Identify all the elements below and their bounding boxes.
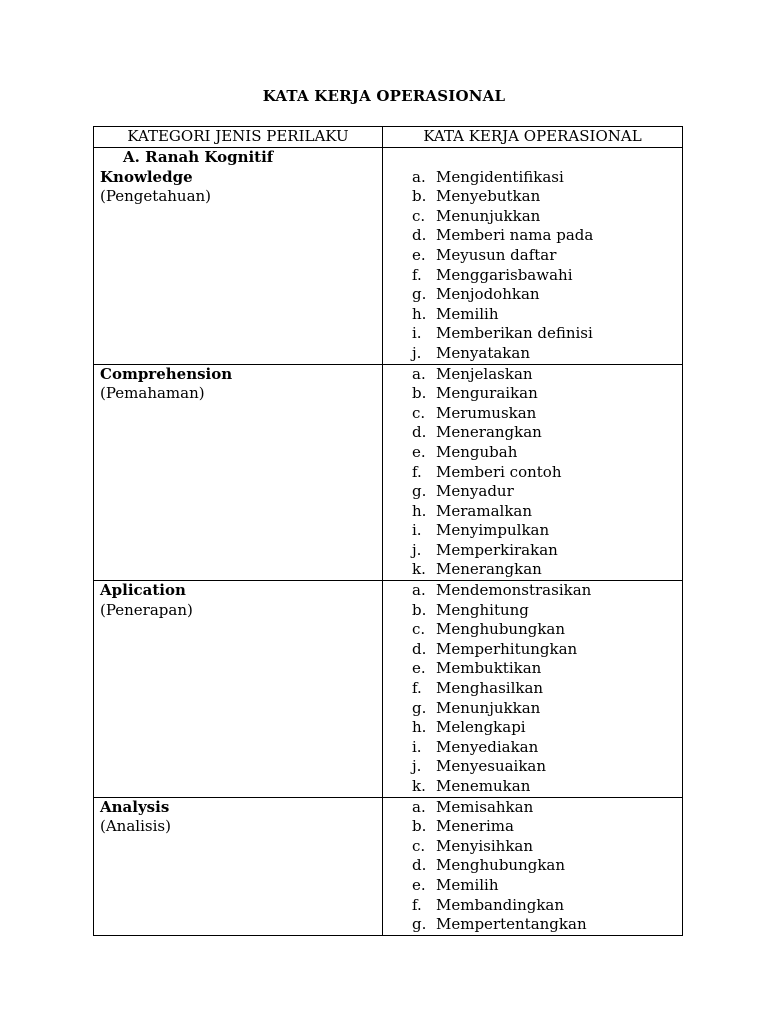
verb-text: Menghitung: [436, 600, 529, 619]
list-item: [412, 738, 682, 758]
category-translation: (Analisis): [100, 817, 171, 836]
verb-text: Menyimpulkan: [436, 521, 550, 540]
list-item: [412, 168, 682, 188]
list-marker: e.: [412, 875, 426, 894]
category-name: Comprehension: [100, 364, 233, 383]
list-marker: g.: [412, 482, 427, 501]
table-row: [94, 364, 683, 581]
list-marker: j.: [412, 540, 422, 559]
list-item: [412, 560, 682, 580]
verb-list: [412, 168, 682, 364]
list-item: [412, 718, 682, 738]
category-translation: (Pengetahuan): [100, 187, 212, 206]
list-item: [412, 404, 682, 424]
verb-text: Menyatakan: [436, 343, 530, 362]
list-marker: a.: [412, 167, 426, 186]
list-item: [412, 699, 682, 719]
verb-text: Menghubungkan: [436, 856, 566, 875]
list-item: [412, 856, 682, 876]
list-marker: g.: [412, 285, 427, 304]
list-item: [412, 423, 682, 443]
list-marker: f.: [412, 679, 422, 698]
verb-text: Melengkapi: [436, 718, 526, 737]
verbs-cell: [383, 148, 683, 365]
list-item: [412, 659, 682, 679]
list-marker: h.: [412, 718, 427, 737]
list-item: [412, 601, 682, 621]
category-translation: (Penerapan): [100, 600, 193, 619]
verb-list: [412, 365, 682, 581]
list-marker: b.: [412, 384, 427, 403]
verb-text: Menjodohkan: [436, 285, 540, 304]
list-marker: e.: [412, 442, 426, 461]
list-marker: b.: [412, 600, 427, 619]
verb-text: Memberi nama pada: [436, 226, 594, 245]
category-translation: (Pemahaman): [100, 384, 205, 403]
list-item: [412, 581, 682, 601]
list-item: [412, 837, 682, 857]
verb-text: Menjelaskan: [436, 364, 533, 383]
list-marker: c.: [412, 403, 426, 422]
category-cell: [94, 148, 383, 365]
list-item: [412, 640, 682, 660]
list-item: [412, 266, 682, 286]
verb-list: [412, 581, 682, 797]
list-item: [412, 187, 682, 207]
list-item: [412, 246, 682, 266]
list-marker: i.: [412, 324, 422, 343]
table-row: [94, 797, 683, 935]
list-item: [412, 365, 682, 385]
verb-text: Meyusun daftar: [436, 245, 557, 264]
list-item: [412, 324, 682, 344]
list-item: [412, 521, 682, 541]
verb-text: Memberi contoh: [436, 462, 562, 481]
verb-text: Menyisihkan: [436, 836, 534, 855]
list-item: [412, 482, 682, 502]
verb-list: [412, 798, 682, 935]
section-heading: A. Ranah Kognitif: [123, 148, 274, 166]
list-item: [412, 226, 682, 246]
list-item: [412, 777, 682, 797]
header-verbs: KATA KERJA OPERASIONAL: [383, 127, 683, 148]
list-marker: a.: [412, 581, 426, 600]
list-marker: k.: [412, 777, 426, 795]
table-row: [94, 148, 683, 365]
verb-text: Membuktikan: [436, 659, 542, 678]
verb-text: Mempertentangkan: [436, 915, 587, 934]
list-marker: b.: [412, 187, 427, 206]
verb-text: Memisahkan: [436, 797, 534, 816]
operational-verbs-table: [93, 126, 683, 936]
list-marker: d.: [412, 639, 427, 658]
verb-text: Menghubungkan: [436, 620, 566, 639]
verb-text: Menemukan: [436, 777, 531, 795]
verbs-cell: [383, 364, 683, 581]
table-header-row: [94, 127, 683, 148]
list-marker: a.: [412, 797, 426, 816]
verbs-cell: [383, 797, 683, 935]
list-marker: g.: [412, 698, 427, 717]
verb-text: Memilih: [436, 304, 499, 323]
verb-text: Menguraikan: [436, 384, 538, 403]
list-marker: f.: [412, 265, 422, 284]
verb-text: Menyediakan: [436, 737, 539, 756]
list-marker: j.: [412, 757, 422, 776]
list-marker: a.: [412, 364, 426, 383]
list-item: [412, 344, 682, 364]
category-cell: [94, 581, 383, 798]
verb-text: Menyadur: [436, 482, 514, 501]
list-item: [412, 876, 682, 896]
list-item: [412, 384, 682, 404]
list-item: [412, 915, 682, 935]
list-marker: j.: [412, 343, 422, 362]
verb-text: Mengidentifikasi: [436, 167, 564, 186]
list-item: [412, 679, 682, 699]
list-marker: c.: [412, 836, 426, 855]
document-title: KATA KERJA OPERASIONAL: [262, 87, 506, 105]
list-marker: i.: [412, 737, 422, 756]
list-marker: b.: [412, 817, 427, 836]
list-marker: d.: [412, 856, 427, 875]
category-name: Knowledge: [100, 167, 193, 186]
list-marker: e.: [412, 659, 426, 678]
verb-text: Menyebutkan: [436, 187, 541, 206]
verb-text: Meramalkan: [436, 501, 533, 520]
list-item: [412, 896, 682, 916]
list-item: [412, 798, 682, 818]
category-cell: [94, 364, 383, 581]
verb-text: Menyesuaikan: [436, 757, 547, 776]
verb-text: Menghasilkan: [436, 679, 544, 698]
list-marker: f.: [412, 895, 422, 914]
header-category: KATEGORI JENIS PERILAKU: [94, 127, 383, 148]
verb-text: Menggarisbawahi: [436, 265, 573, 284]
category-cell: [94, 797, 383, 935]
list-item: [412, 207, 682, 227]
verb-text: Menerangkan: [436, 560, 542, 579]
verb-text: Mendemonstrasikan: [436, 581, 592, 600]
verb-text: Menerima: [436, 817, 514, 836]
list-marker: h.: [412, 501, 427, 520]
list-marker: f.: [412, 462, 422, 481]
list-marker: d.: [412, 226, 427, 245]
list-item: [412, 305, 682, 325]
verb-text: Memilih: [436, 875, 499, 894]
category-name: Analysis: [100, 797, 170, 816]
list-marker: c.: [412, 620, 426, 639]
list-item: [412, 443, 682, 463]
verbs-cell: [383, 581, 683, 798]
list-item: [412, 463, 682, 483]
list-item: [412, 541, 682, 561]
list-item: [412, 817, 682, 837]
verb-text: Menunjukkan: [436, 206, 541, 225]
verb-text: Memperhitungkan: [436, 639, 578, 658]
verb-text: Menerangkan: [436, 423, 542, 442]
list-marker: i.: [412, 521, 422, 540]
list-marker: c.: [412, 206, 426, 225]
list-marker: k.: [412, 560, 426, 579]
list-marker: e.: [412, 245, 426, 264]
list-marker: g.: [412, 915, 427, 934]
list-item: [412, 620, 682, 640]
verb-text: Merumuskan: [436, 403, 537, 422]
list-marker: h.: [412, 304, 427, 323]
verb-text: Menunjukkan: [436, 698, 541, 717]
list-item: [412, 285, 682, 305]
list-marker: d.: [412, 423, 427, 442]
verb-text: Memperkirakan: [436, 540, 558, 559]
category-name: Aplication: [100, 581, 186, 600]
list-item: [412, 502, 682, 522]
verb-text: Membandingkan: [436, 895, 565, 914]
list-item: [412, 757, 682, 777]
verb-text: Mengubah: [436, 442, 518, 461]
table-row: [94, 581, 683, 798]
verb-text: Memberikan definisi: [436, 324, 593, 343]
